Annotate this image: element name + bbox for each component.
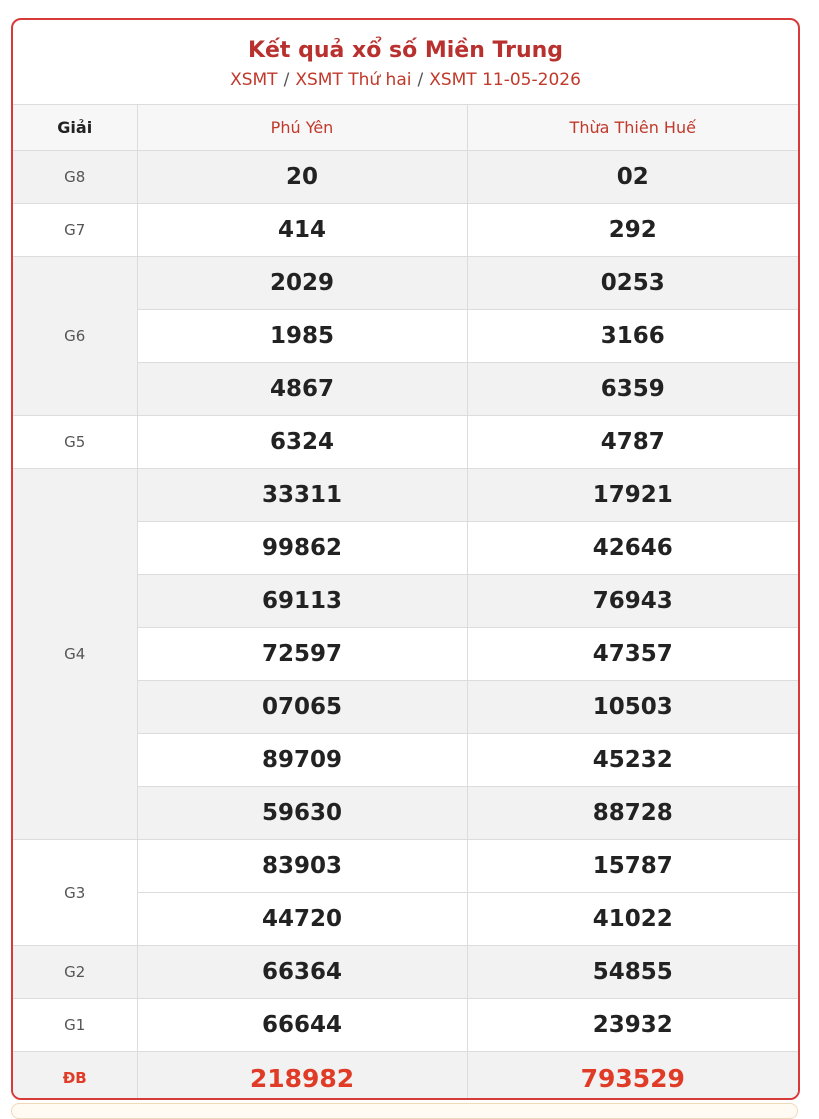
- prize-number: 6324: [137, 416, 467, 469]
- breadcrumb-link-xsmt[interactable]: XSMT: [230, 70, 278, 90]
- province-header-thua-thien-hue[interactable]: Thừa Thiên Huế: [467, 105, 798, 151]
- prize-number: 1985: [137, 310, 467, 363]
- breadcrumb-separator: /: [417, 70, 424, 90]
- table-row: [13, 999, 798, 1052]
- table-row: [13, 204, 798, 257]
- prize-number: 89709: [137, 734, 467, 787]
- prize-label: G3: [13, 840, 137, 946]
- prize-label: G8: [13, 151, 137, 204]
- prize-number: 88728: [467, 787, 798, 840]
- prize-number: 07065: [137, 681, 467, 734]
- table-row: [13, 840, 798, 893]
- table-row: [13, 1052, 798, 1101]
- prize-label: G4: [13, 469, 137, 840]
- prize-number: 72597: [137, 628, 467, 681]
- prize-number: 44720: [137, 893, 467, 946]
- prize-label: G6: [13, 257, 137, 416]
- results-card: [11, 18, 800, 1100]
- prize-number: 54855: [467, 946, 798, 999]
- prize-number: 02: [467, 151, 798, 204]
- table-row: [13, 469, 798, 522]
- prize-number: 414: [137, 204, 467, 257]
- prize-number: 2029: [137, 257, 467, 310]
- prize-number: 15787: [467, 840, 798, 893]
- breadcrumb: [13, 68, 798, 92]
- prize-label: G7: [13, 204, 137, 257]
- table-row: [13, 946, 798, 999]
- special-prize-number: 793529: [467, 1052, 798, 1101]
- prize-number: 83903: [137, 840, 467, 893]
- prize-number: 66364: [137, 946, 467, 999]
- prize-number: 0253: [467, 257, 798, 310]
- results-table: [13, 104, 798, 1100]
- prize-number: 69113: [137, 575, 467, 628]
- prize-number: 66644: [137, 999, 467, 1052]
- next-card-edge: [11, 1103, 798, 1119]
- prize-number: 41022: [467, 893, 798, 946]
- table-row: [13, 151, 798, 204]
- prize-number: 20: [137, 151, 467, 204]
- prize-label: G1: [13, 999, 137, 1052]
- prize-number: 76943: [467, 575, 798, 628]
- prize-number: 47357: [467, 628, 798, 681]
- prize-number: 10503: [467, 681, 798, 734]
- breadcrumb-link-weekday[interactable]: XSMT Thứ hai: [295, 70, 412, 90]
- breadcrumb-separator: /: [283, 70, 290, 90]
- table-header-row: [13, 105, 798, 151]
- prize-number: 4787: [467, 416, 798, 469]
- table-row: [13, 416, 798, 469]
- table-row: [13, 257, 798, 310]
- prize-label: ĐB: [13, 1052, 137, 1101]
- prize-number: 3166: [467, 310, 798, 363]
- prize-number: 42646: [467, 522, 798, 575]
- prize-number: 17921: [467, 469, 798, 522]
- province-header-phu-yen[interactable]: Phú Yên: [137, 105, 467, 151]
- prize-label: G5: [13, 416, 137, 469]
- prize-column-header: Giải: [13, 105, 137, 151]
- prize-number: 6359: [467, 363, 798, 416]
- prize-number: 23932: [467, 999, 798, 1052]
- prize-number: 33311: [137, 469, 467, 522]
- prize-number: 59630: [137, 787, 467, 840]
- page-title: Kết quả xổ số Miền Trung: [247, 38, 564, 63]
- prize-number: 4867: [137, 363, 467, 416]
- prize-number: 45232: [467, 734, 798, 787]
- prize-number: 292: [467, 204, 798, 257]
- special-prize-number: 218982: [137, 1052, 467, 1101]
- results-header: [13, 20, 798, 104]
- breadcrumb-link-date[interactable]: XSMT 11-05-2026: [429, 70, 581, 90]
- results-body: [13, 151, 798, 1101]
- prize-label: G2: [13, 946, 137, 999]
- prize-number: 99862: [137, 522, 467, 575]
